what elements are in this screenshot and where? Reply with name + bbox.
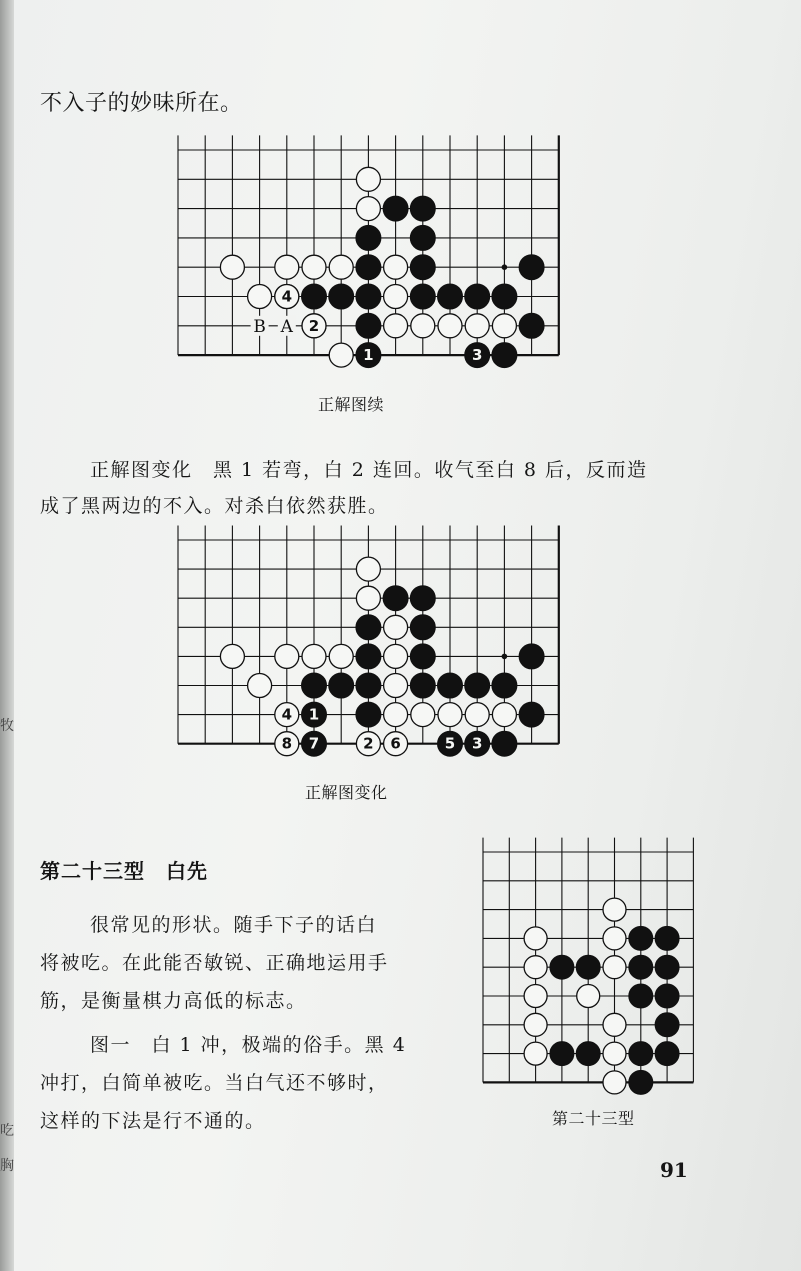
move-number-label: 6 — [390, 734, 401, 753]
black-stone — [655, 926, 679, 950]
diagram3-caption: 第二十三型 — [552, 1109, 635, 1128]
para3-line2: 冲打，白简单被吃。当白气还不够时， — [40, 1072, 389, 1094]
black-stone — [576, 955, 600, 979]
move-number-label: 2 — [308, 316, 320, 335]
black-stone — [629, 955, 653, 979]
move-number-label: 1 — [308, 705, 320, 724]
white-stone — [603, 956, 626, 979]
white-stone — [524, 985, 547, 1008]
intro-text: 不入子的妙味所在。 — [40, 91, 243, 116]
para2-line3: 筋，是衡量棋力高低的标志。 — [40, 990, 307, 1012]
move-number-label: 3 — [471, 346, 483, 365]
edge-char-3: 胸 — [0, 1158, 14, 1174]
white-stone — [603, 1013, 626, 1036]
section-title: 第二十三型 白先 — [40, 859, 208, 883]
para1-line2: 成了黑两边的不入。对杀白依然获胜。 — [40, 495, 389, 517]
white-stone — [524, 1042, 547, 1065]
para3-line3: 这样的下法是行不通的。 — [40, 1110, 266, 1132]
point-letter-label: A — [280, 316, 293, 337]
para3-line1: 图一 白 1 冲，极端的俗手。黑 4 — [90, 1034, 407, 1056]
white-stone — [603, 1071, 626, 1094]
page-number: 91 — [660, 1158, 688, 1182]
diagram2-caption: 正解图变化 — [305, 783, 388, 802]
edge-char-1: 牧 — [0, 718, 14, 734]
move-number-label: 4 — [281, 705, 293, 724]
move-number-label: 7 — [308, 734, 320, 753]
black-stone — [655, 1042, 679, 1066]
para2-line1: 很常见的形状。随手下子的话白 — [90, 914, 378, 936]
white-stone — [603, 927, 626, 950]
white-stone — [524, 956, 547, 979]
point-letter-label: B — [253, 316, 266, 337]
white-stone — [577, 985, 600, 1008]
para1-line1: 正解图变化 黑 1 若弯，白 2 连回。收气至白 8 后，反而造 — [90, 459, 648, 481]
white-stone — [524, 927, 547, 950]
move-number-label: 5 — [444, 734, 456, 753]
black-stone — [629, 1042, 653, 1066]
black-stone — [629, 926, 653, 950]
move-number-label: 2 — [363, 734, 374, 753]
black-stone — [576, 1042, 600, 1066]
para2-line2: 将被吃。在此能否敏锐、正确地运用手 — [40, 952, 389, 974]
move-number-label: 8 — [281, 734, 293, 753]
black-stone — [550, 1042, 574, 1066]
move-number-label: 4 — [281, 287, 293, 306]
white-stone — [603, 898, 626, 921]
black-stone — [550, 955, 574, 979]
white-stone — [524, 1013, 547, 1036]
black-stone — [655, 955, 679, 979]
black-stone — [655, 1013, 679, 1037]
white-stone — [603, 1042, 626, 1065]
diagram1-caption: 正解图续 — [318, 395, 385, 414]
black-stone — [629, 1070, 653, 1094]
black-stone — [655, 984, 679, 1008]
move-number-label: 1 — [363, 346, 374, 365]
black-stone — [629, 984, 653, 1008]
edge-char-2: 吃 — [0, 1123, 14, 1139]
move-number-label: 3 — [471, 734, 483, 753]
